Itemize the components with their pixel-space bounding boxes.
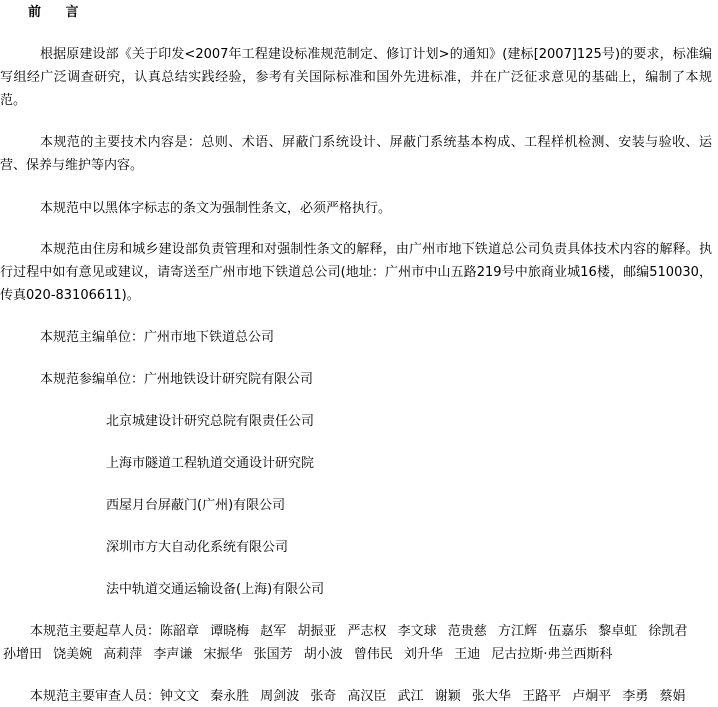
chief-unit-label: 本规范主编单位： bbox=[40, 330, 145, 345]
paragraph-management: 本规范由住房和城乡建设部负责管理和对强制性条文的解释，由广州市地下铁道总公司负责具体技术内容的解释。执行过程中如有意见或建议，请寄送至广州市地下铁道总公司(地址：广州市中山五路219号中旅商业城16楼，邮编510030，传真020-83106611)。 bbox=[0, 242, 712, 303]
drafters-line-2 bbox=[3, 645, 612, 665]
participating-unit-name: 北京城建设计研究总院有限责任公司 bbox=[106, 414, 315, 429]
drafters-label: 本规范主要起草人员： bbox=[30, 624, 161, 639]
reviewers-label: 本规范主要审查人员： bbox=[30, 689, 161, 704]
drafters-line-1 bbox=[30, 622, 687, 642]
participating-unit-name: 法中轨道交通运输设备(上海)有限公司 bbox=[106, 582, 325, 597]
drafters-names: 孙增田 饶美婉 高莉萍 李声谦 宋振华 张国芳 胡小波 曾伟民 刘升华 王迪 尼古拉斯·弗兰西斯科 bbox=[3, 647, 613, 662]
paragraph-mandatory: 本规范中以黑体字标志的条文为强制性条文，必须严格执行。 bbox=[40, 201, 392, 216]
participating-unit-line bbox=[40, 370, 313, 390]
chief-unit-line bbox=[40, 328, 274, 348]
paragraph-basis: 根据原建设部《关于印发<2007年工程建设标准规范制定、修订计划>的通知》(建标[2007]125号)的要求，标准编写组经广泛调查研究，认真总结实践经验，参考有关国际标准和国外先进标准，并在广泛征求意见的基础上，编制了本规范。 bbox=[0, 47, 712, 108]
participating-units-label: 本规范参编单位： bbox=[40, 372, 145, 387]
participating-unit-name: 西屋月台屏蔽门(广州)有限公司 bbox=[106, 498, 286, 513]
paragraph-technical-content: 本规范的主要技术内容是：总则、术语、屏蔽门系统设计、屏蔽门系统基本构成、工程样机检测、安装与验收、运营、保养与维护等内容。 bbox=[0, 135, 712, 173]
reviewers-line bbox=[30, 687, 685, 707]
chief-unit-name: 广州市地下铁道总公司 bbox=[144, 330, 275, 345]
drafters-names: 陈韶章 谭晓梅 赵军 胡振亚 严志权 李文球 范贵慈 方江辉 伍嘉乐 黎卓虹 徐凯君 bbox=[160, 624, 688, 639]
heading-foreword: 前 言 bbox=[28, 5, 89, 20]
participating-unit-name: 上海市隧道工程轨道交通设计研究院 bbox=[106, 456, 315, 471]
participating-unit-name: 深圳市方大自动化系统有限公司 bbox=[106, 540, 289, 555]
participating-unit-name: 广州地铁设计研究院有限公司 bbox=[144, 372, 314, 387]
reviewers-names: 钟文文 秦永胜 周剑波 张奇 高汉臣 武江 谢颖 张大华 王路平 卢炯平 李勇 蔡娟 bbox=[160, 689, 686, 704]
